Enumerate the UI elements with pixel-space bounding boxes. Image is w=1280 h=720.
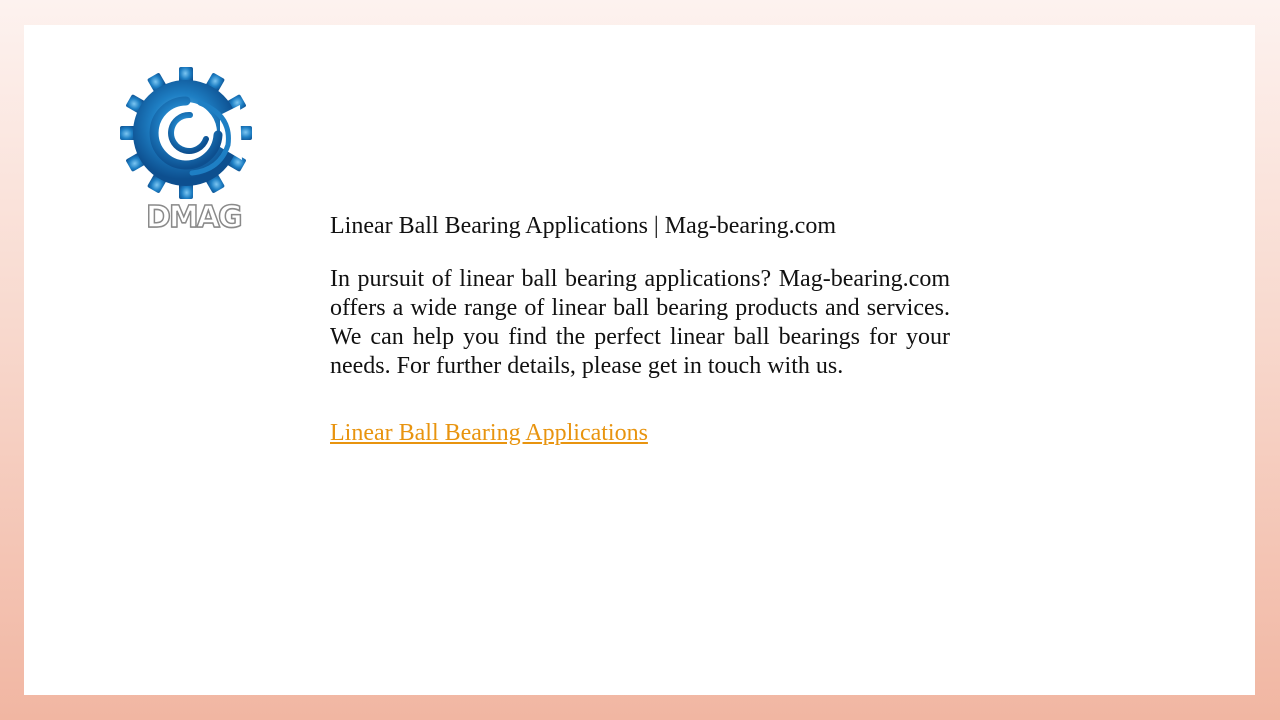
page-title: Linear Ball Bearing Applications | Mag-bearing.com xyxy=(330,213,836,239)
description-paragraph: In pursuit of linear ball bearing applications? Mag-bearing.com offers a wide range of linear ball bearing products and services. We can help you find the perfect linear ball bearings for your needs. For further details, please get in touch with us. xyxy=(330,266,950,379)
slide-card xyxy=(24,25,1255,695)
dmag-logo xyxy=(120,65,255,240)
applications-link[interactable]: Linear Ball Bearing Applications xyxy=(330,420,648,446)
logo-wordmark: DMAG xyxy=(146,200,241,235)
